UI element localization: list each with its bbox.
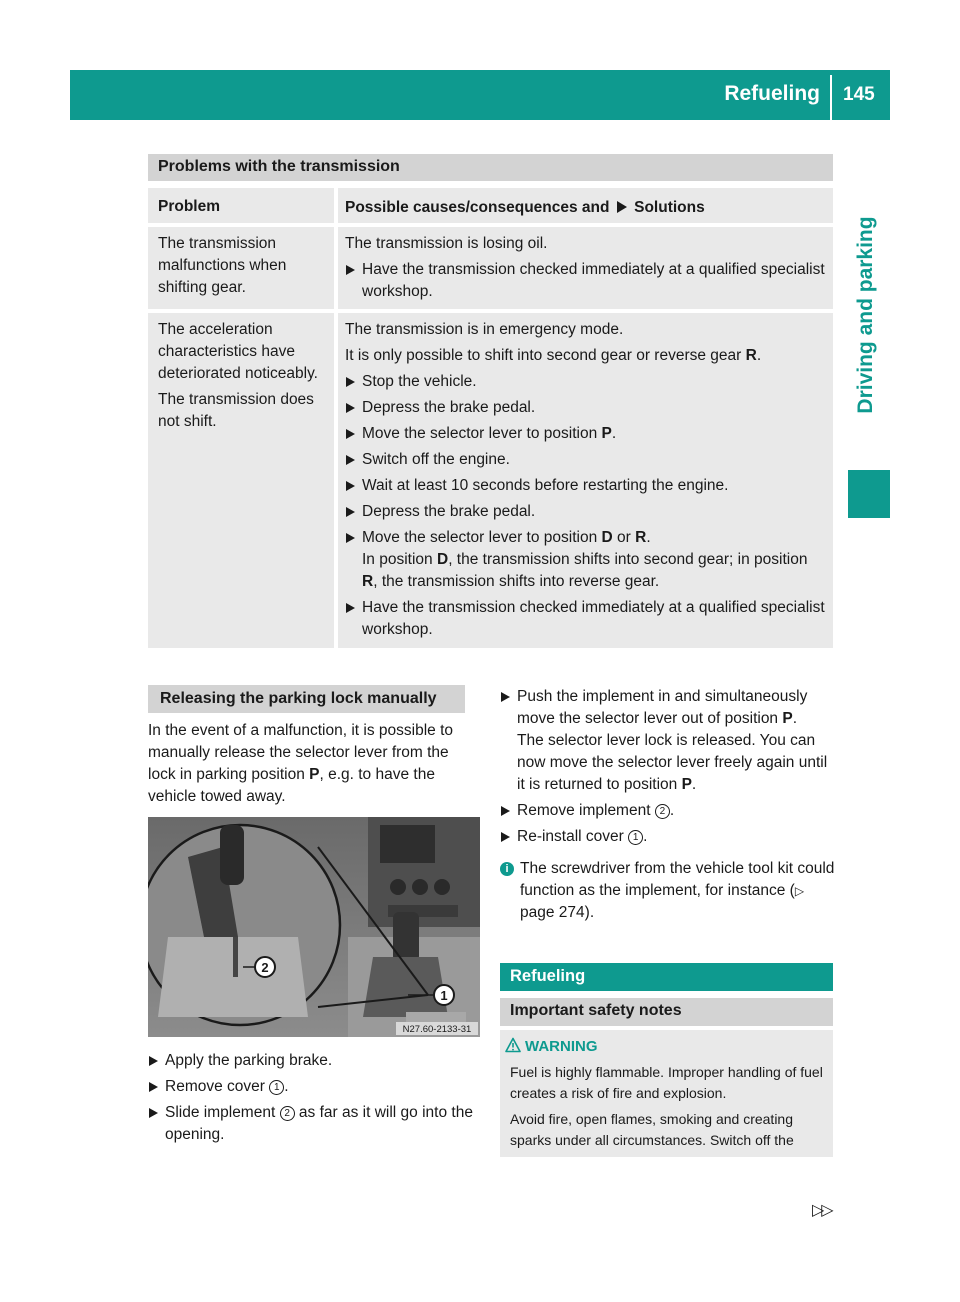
cause-text: The transmission is in emergency mode.: [345, 321, 624, 338]
callout-1-label: 1: [440, 988, 448, 1003]
solution-step: Depress the brake pedal.: [345, 501, 827, 523]
solution-step: Wait at least 10 seconds before restarting the engine.: [345, 475, 827, 497]
problem-line: The transmission does not shift.: [158, 391, 314, 430]
step-item: Remove cover 1 .: [148, 1076, 480, 1098]
solution-step: Switch off the engine.: [345, 449, 827, 471]
step-item: Remove implement 2 .: [500, 800, 835, 822]
column-header-problem: Problem: [158, 198, 221, 215]
photo-code: N27.60-2133-31: [402, 1024, 472, 1035]
callout-2-icon: 2: [655, 804, 670, 819]
step-item: Push the implement in and simultaneously move the selector lever out of position P. The selector lever lock is released. You can now move the selector lever freely again until it is returned to position P.: [500, 686, 835, 796]
step-item: Apply the parking brake.: [148, 1050, 480, 1072]
solution-step: Depress the brake pedal.: [345, 397, 827, 419]
solution-block: [345, 319, 827, 641]
solution-step: Stop the vehicle.: [345, 371, 827, 393]
cause-text: It is only possible to shift into second gear or reverse gear R.: [345, 347, 762, 364]
page-reference-link[interactable]: page 274: [520, 904, 585, 921]
callout-1-icon: 1: [628, 830, 643, 845]
cause-text: The transmission is losing oil.: [345, 235, 548, 252]
warning-text: [510, 1062, 830, 1151]
step-item: Re-install cover 1 .: [500, 826, 835, 848]
page-number: 145: [843, 84, 875, 105]
section-title: Releasing the parking lock manually: [160, 690, 437, 707]
table-title: Problems with the transmission: [158, 158, 400, 175]
callout-2-icon: 2: [280, 1106, 295, 1121]
problem-line: The acceleration characteristics have deteriorated noticeably.: [158, 321, 318, 382]
column-header-solutions: Possible causes/consequences and Solutions: [345, 199, 705, 216]
side-section-label: Driving and parking: [854, 216, 877, 414]
intro-paragraph: In the event of a malfunction, it is possible to manually release the selector lever from the lock in parking position P, e.g. to have the vehicle towed away.: [148, 722, 454, 805]
header-divider: [830, 75, 832, 120]
solution-step: Move the selector lever to position P.: [345, 423, 827, 445]
info-icon: i: [500, 862, 514, 876]
page-ref-arrow-icon: ▷: [794, 884, 805, 898]
steps-list: [148, 1050, 480, 1146]
warning-paragraph: Avoid fire, open flames, smoking and creating sparks under all circumstances. Switch off the: [510, 1111, 794, 1148]
warning-label: WARNING: [525, 1038, 598, 1055]
solution-step: Have the transmission checked immediately at a qualified specialist workshop.: [345, 597, 827, 641]
warning-paragraph: Fuel is highly flammable. Improper handling of fuel creates a risk of fire and explosion.: [510, 1064, 823, 1101]
problem-text: [158, 319, 333, 433]
step-item: Slide implement 2 as far as it will go into the opening.: [148, 1102, 480, 1146]
side-tab-marker: [848, 470, 890, 518]
callout-2-label: 2: [261, 960, 269, 975]
section-title: Refueling: [510, 967, 586, 985]
solution-step: Move the selector lever to position D or R. In position D, the transmission shifts into second gear; in position R, the transmission shifts into reverse gear.: [345, 527, 827, 593]
problem-text: The transmission malfunctions when shifting gear.: [158, 235, 287, 296]
steps-list: [500, 686, 835, 924]
warning-triangle-icon: [505, 1037, 521, 1053]
solution-block: [345, 233, 827, 303]
info-note: i The screwdriver from the vehicle tool kit could function as the implement, for instance (▷ page 274).: [500, 858, 835, 924]
solution-step: Have the transmission checked immediately at a qualified specialist workshop.: [345, 259, 827, 303]
continue-icon: ▷▷: [812, 1202, 831, 1219]
arrow-icon: [617, 201, 627, 213]
subsection-title: Important safety notes: [510, 1002, 682, 1019]
header-title: Refueling: [724, 82, 820, 105]
selector-lever-photo: [148, 817, 480, 1037]
callout-1-icon: 1: [269, 1080, 284, 1095]
